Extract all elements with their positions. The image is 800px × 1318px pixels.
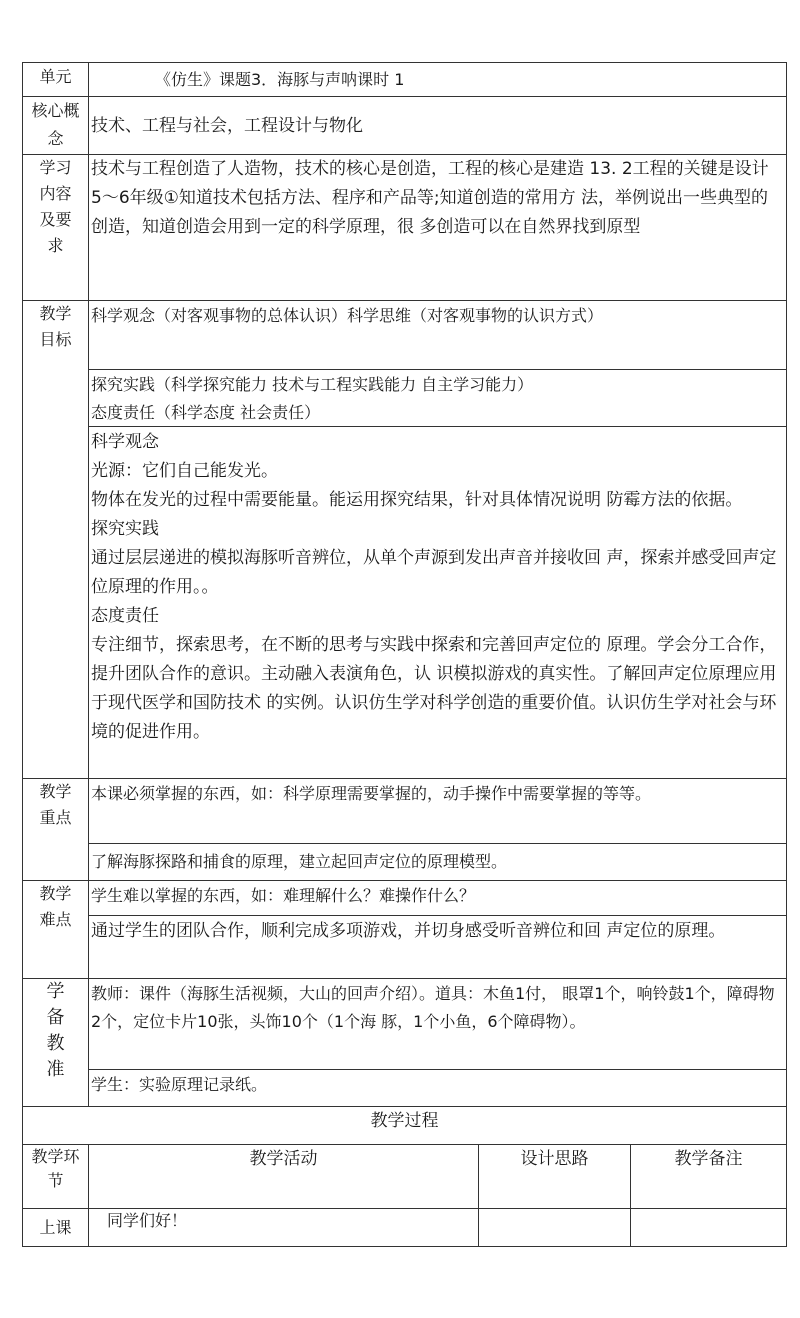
key-points-hint: 本课必须掌握的东西，如：科学原理需要掌握的，动手操作中需要掌握的等等。 — [91, 784, 652, 803]
goals-content — [89, 301, 787, 779]
difficulties-value: 通过学生的团队合作，顺利完成多项游戏，并切身感受听音辨位和回 声定位的原理。 — [89, 915, 786, 978]
goals-overview-2 — [89, 369, 786, 426]
difficulties-content — [89, 881, 787, 979]
process-title-row — [23, 1107, 787, 1145]
lesson-plan-table — [22, 62, 787, 1247]
preparation-teacher: 教师：课件（海豚生活视频，大山的回声介绍）。道具：木鱼1付， 眼罩1个，响铃鼓1个，障碍物2个，定位卡片10张，头饰10个（1个海 豚，1个小鱼，6个障碍物）。 — [91, 984, 775, 1031]
process-row — [23, 1209, 787, 1247]
core-concept-row — [23, 97, 787, 155]
process-header-activity: 教学活动 — [89, 1145, 479, 1209]
lesson-plan-document — [22, 62, 786, 1247]
difficulties-row — [23, 881, 787, 979]
goals-detail — [89, 426, 786, 778]
preparation-student: 学生：实验原理记录纸。 — [89, 1069, 786, 1106]
preparation-label: 学备教准 — [23, 979, 89, 1107]
goals-overview-1: 科学观念（对客观事物的总体认识）科学思维（对客观事物的认识方式） — [91, 306, 604, 325]
key-points-value: 了解海豚探路和捕食的原理，建立起回声定位的原理模型。 — [89, 843, 786, 880]
goals-row — [23, 301, 787, 779]
goals-heading-practice: 探究实践 — [91, 519, 159, 539]
unit-value: 《仿生》课题3．海豚与声呐课时 1 — [89, 63, 787, 97]
key-points-label: 教学重点 — [23, 779, 89, 881]
goals-text-attitude: 专注细节，探索思考，在不断的思考与实践中探索和完善回声定位的 原理。学会分工合作，提升团队合作的意识。主动融入表演角色，认 识模拟游戏的真实性。了解回声定位原理应用于现代医学和国防技术 的实例。认识仿生学对科学创造的重要价值。认识仿生学对社会与环 境的促进作用。 — [91, 635, 777, 742]
process-header-design: 设计思路 — [479, 1145, 631, 1209]
goals-heading-concept: 科学观念 — [91, 432, 159, 452]
requirements-line-2: 5〜6年级①知道技术包括方法、程序和产品等;知道创造的常用方 法，举例说出一些典型的创造，知道创造会用到一定的科学原理，很 多创造可以在自然界找到原型 — [91, 188, 769, 237]
requirements-label: 学习内容及要求 — [23, 155, 89, 301]
goals-attitude-overview: 态度责任（科学态度 社会责任） — [91, 403, 321, 422]
process-header-stage: 教学环节 — [23, 1145, 89, 1209]
goals-text-light: 光源：它们自己能发光。 — [91, 461, 278, 481]
preparation-content — [89, 979, 787, 1107]
process-row-activity: 同学们好！ — [89, 1209, 479, 1247]
key-points-row — [23, 779, 787, 881]
unit-row — [23, 63, 787, 97]
process-row-stage: 上课 — [23, 1209, 89, 1247]
key-points-content — [89, 779, 787, 881]
process-header-note: 教学备注 — [631, 1145, 787, 1209]
difficulties-hint: 学生难以掌握的东西，如：难理解什么？难操作什么？ — [91, 886, 476, 905]
goals-heading-attitude: 态度责任 — [91, 606, 159, 626]
requirements-line-1: 技术与工程创造了人造物，技术的核心是创造，工程的核心是建造 13. 2工程的关键是设计 — [91, 159, 769, 179]
unit-label: 单元 — [23, 63, 89, 97]
preparation-row — [23, 979, 787, 1107]
process-row-note — [631, 1209, 787, 1247]
core-concept-value: 技术、工程与社会，工程设计与物化 — [89, 97, 787, 155]
process-row-design — [479, 1209, 631, 1247]
goals-label: 教学目标 — [23, 301, 89, 779]
process-header-row — [23, 1145, 787, 1209]
goals-text-practice: 通过层层递进的模拟海豚听音辨位，从单个声源到发出声音并接收回 声，探索并感受回声定位原理的作用。。 — [91, 548, 777, 597]
process-title: 教学过程 — [23, 1107, 787, 1145]
goals-text-energy: 物体在发光的过程中需要能量。能运用探究结果，针对具体情况说明 防霉方法的依据。 — [91, 490, 743, 510]
requirements-row — [23, 155, 787, 301]
requirements-content — [89, 155, 787, 301]
core-concept-label: 核心概念 — [23, 97, 89, 155]
goals-practice-overview: 探究实践（科学探究能力 技术与工程实践能力 自主学习能力） — [91, 375, 534, 394]
difficulties-label: 教学难点 — [23, 881, 89, 979]
